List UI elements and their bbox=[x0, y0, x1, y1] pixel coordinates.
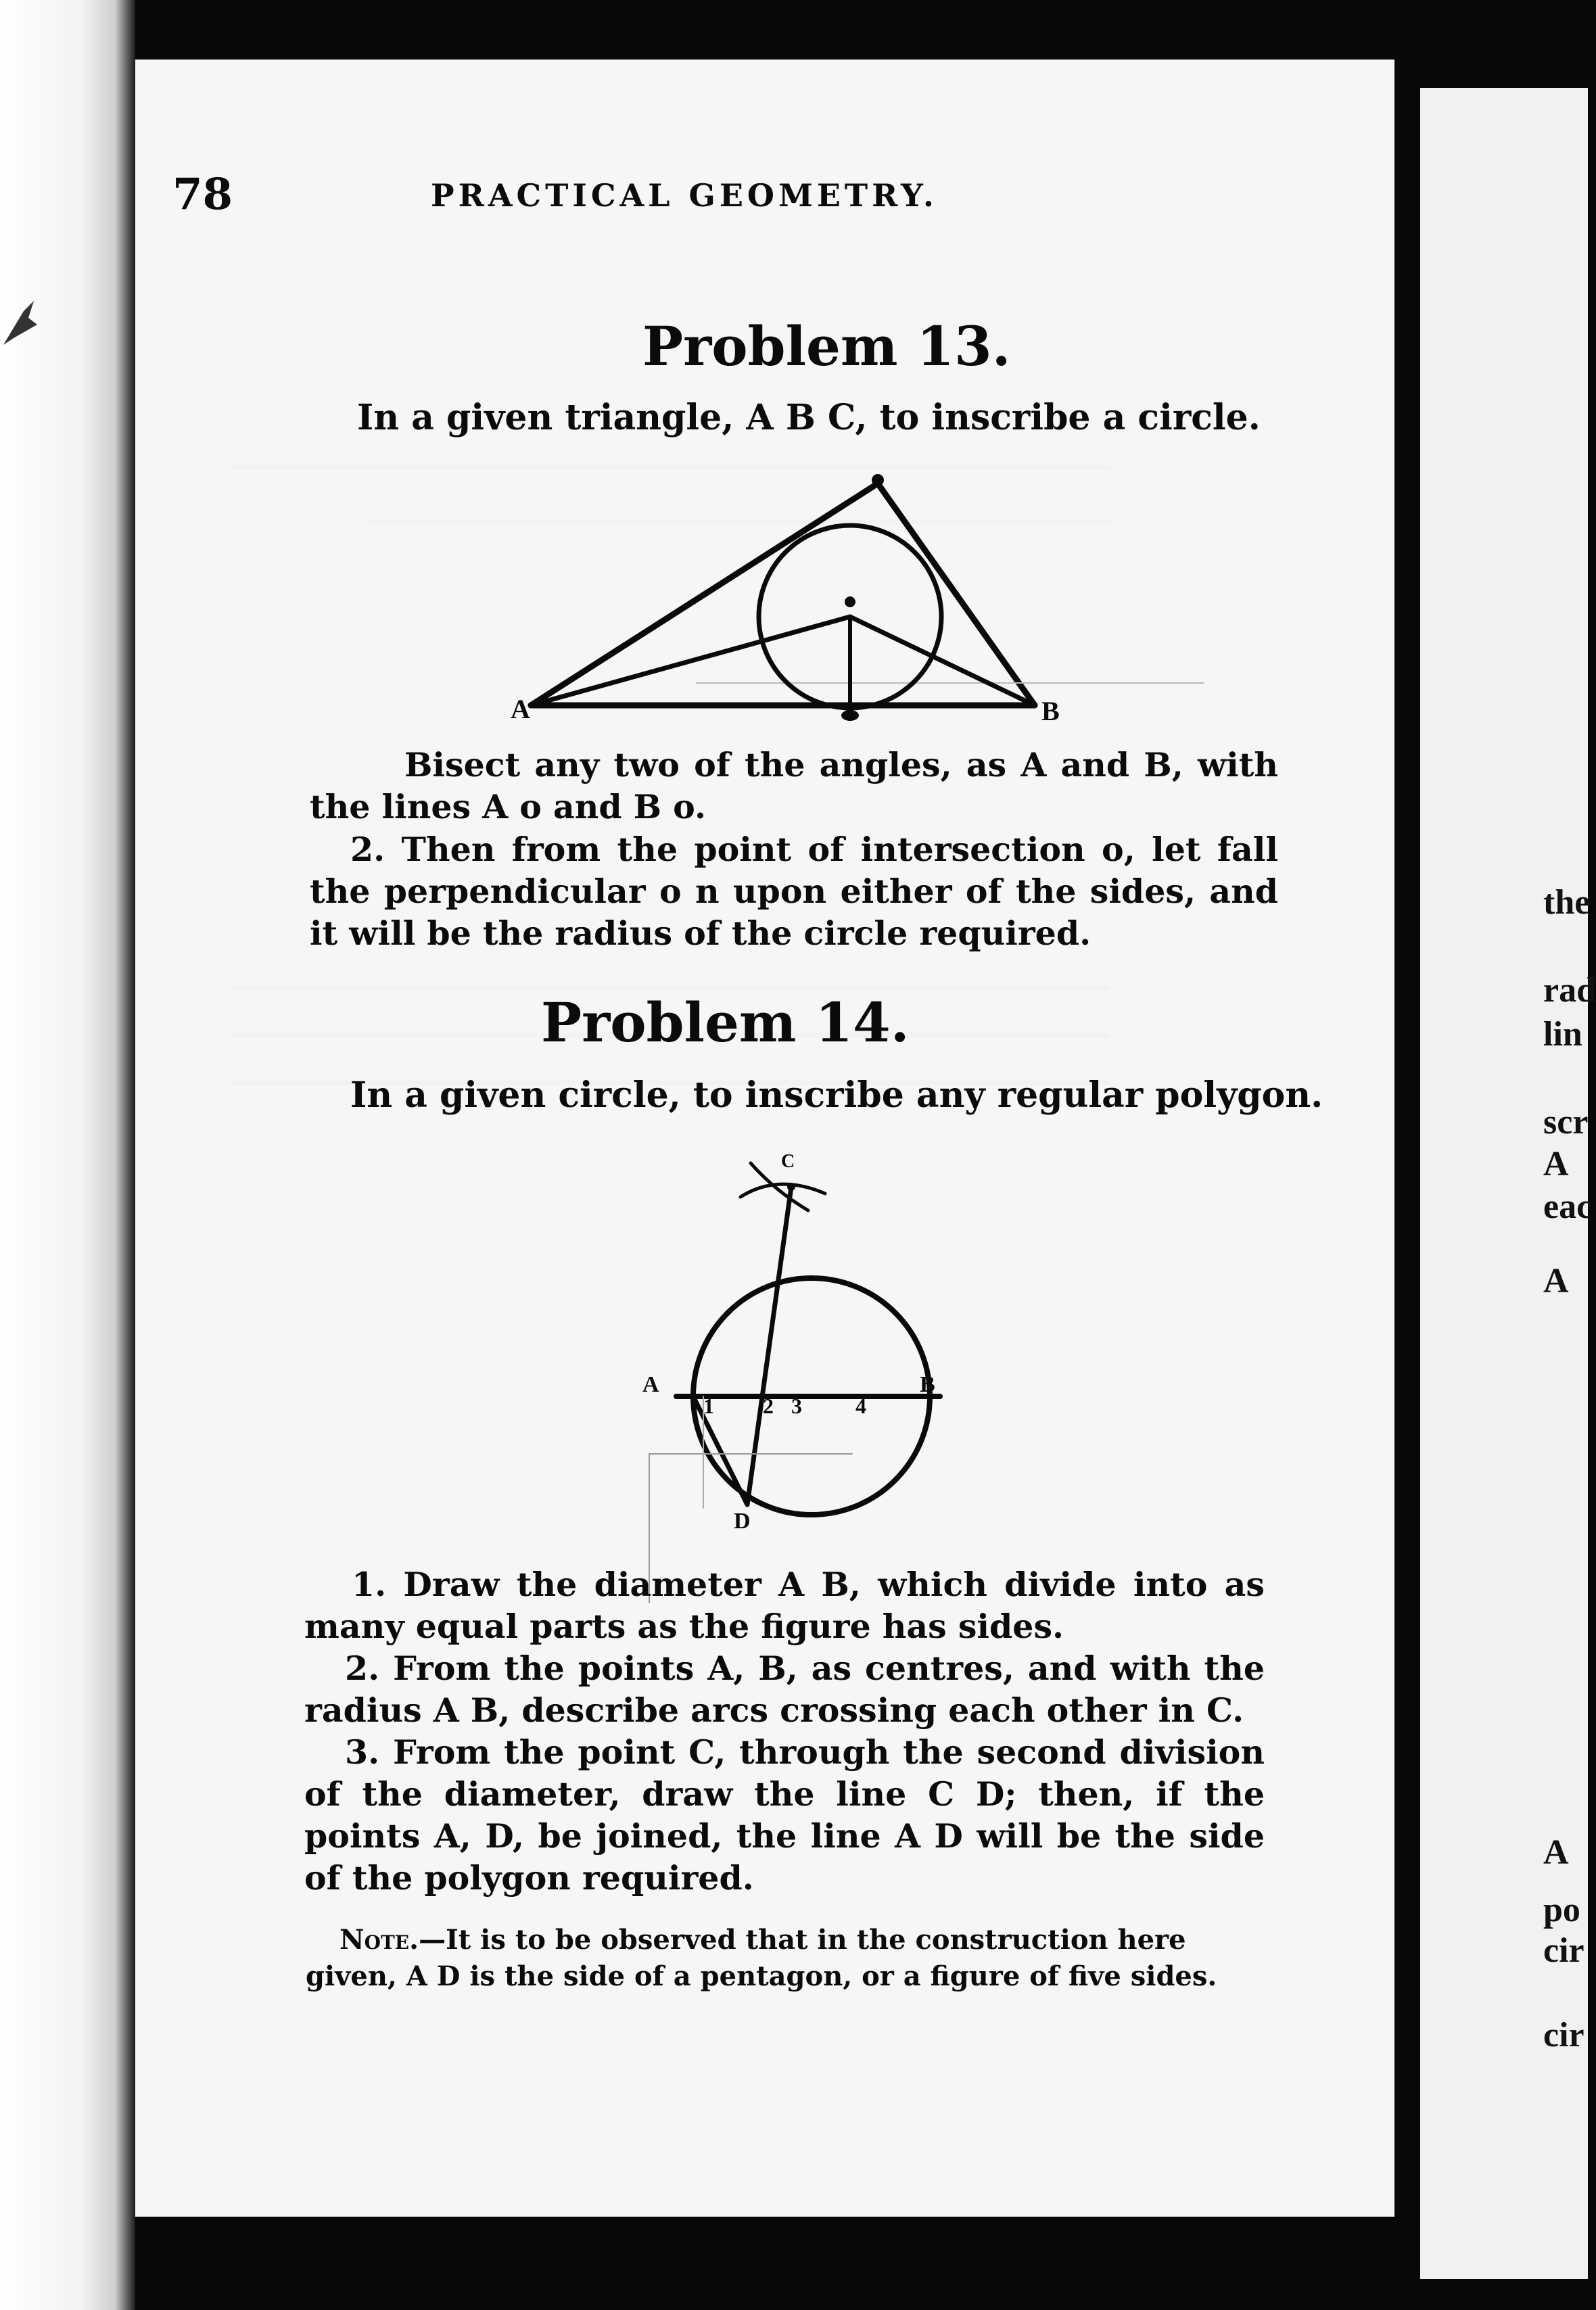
figure-label-b: B bbox=[920, 1372, 935, 1397]
facing-page bbox=[1420, 88, 1596, 2279]
facing-text: the bbox=[1543, 883, 1591, 922]
problem-13-title: Problem 13. bbox=[642, 314, 1011, 378]
note bbox=[306, 1922, 1266, 1995]
facing-text: A bbox=[1543, 1833, 1569, 1872]
facing-text: lin bbox=[1543, 1015, 1582, 1054]
figure-label-b: B bbox=[1041, 696, 1060, 726]
facing-text: rad bbox=[1543, 971, 1596, 1010]
note-label: Note. bbox=[339, 1924, 419, 1956]
problem-13-statement: In a given triangle, A B C, to inscribe a circle. bbox=[357, 397, 1261, 438]
problem-14-step: 2. From the points A, B, as centres, and with the radius A B, describe arcs crossing each other in C. bbox=[304, 1649, 1265, 1730]
problem-14-step: 1. Draw the diameter A B, which divide into as many equal parts as the figure has sides. bbox=[304, 1565, 1265, 1646]
division-4: 4 bbox=[855, 1394, 866, 1418]
facing-text: A bbox=[1543, 1145, 1569, 1183]
inscribed-polygon-figure bbox=[622, 1136, 974, 1555]
facing-text: po bbox=[1543, 1891, 1580, 1929]
problem-14-statement: In a given circle, to inscribe any regular polygon. bbox=[350, 1075, 1323, 1116]
division-1: 1 bbox=[703, 1394, 714, 1418]
facing-text: scr bbox=[1543, 1103, 1589, 1141]
problem-13-step: 2. Then from the point of intersection o, let fall the perpendicular o n upon either of the sides, and it will be the radius of the circle required. bbox=[310, 830, 1278, 953]
facing-text: cir bbox=[1543, 2016, 1585, 2054]
figure-label-a: A bbox=[511, 694, 530, 724]
division-2: 2 bbox=[763, 1394, 774, 1418]
figure-label-c: C bbox=[781, 1151, 795, 1172]
division-3: 3 bbox=[791, 1394, 802, 1418]
scan-artifact bbox=[0, 298, 41, 352]
page-number: 78 bbox=[172, 169, 233, 220]
facing-text: eac bbox=[1543, 1187, 1593, 1226]
inscribed-circle-figure bbox=[500, 467, 1204, 730]
problem-14-step: 3. From the point C, through the second division of the diameter, draw the line C D; then, if the points A, D, be joined, the line A D will be the side of the polygon required. bbox=[304, 1732, 1265, 1898]
facing-text: cir bbox=[1543, 1931, 1585, 1970]
problem-14-title: Problem 14. bbox=[541, 991, 910, 1054]
facing-text: A bbox=[1543, 1262, 1569, 1300]
figure-label-d: D bbox=[734, 1509, 751, 1534]
figure-label-a: A bbox=[642, 1372, 659, 1397]
note-text: —It is to be observed that in the construction here given, A D is the side of a pentagon, or a figure of five sides. bbox=[306, 1924, 1217, 1992]
running-head: PRACTICAL GEOMETRY. bbox=[431, 177, 938, 214]
problem-13-step: Bisect any two of the angles, as A and B, with the lines A o and B o. bbox=[310, 745, 1278, 826]
